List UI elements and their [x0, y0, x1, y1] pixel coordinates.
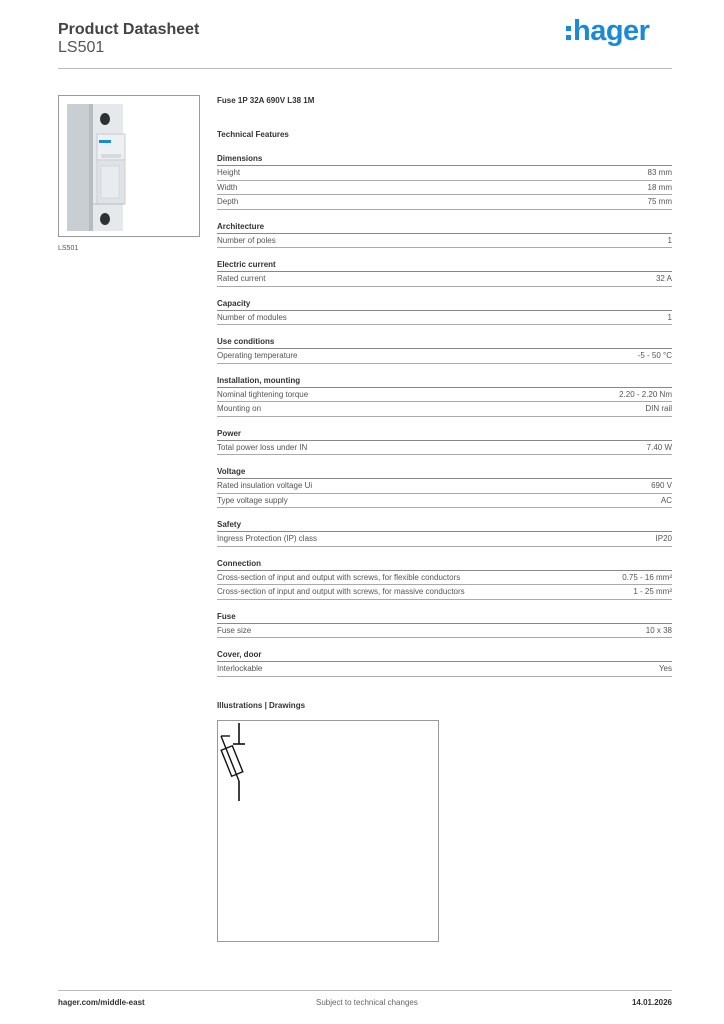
spec-value: 18 mm	[647, 182, 672, 192]
section-heading: Dimensions	[217, 154, 672, 166]
footer-divider	[58, 990, 672, 991]
section-heading: Connection	[217, 559, 672, 571]
spec-label: Depth	[217, 197, 239, 206]
product-image-caption: LS501	[58, 245, 79, 252]
section-heading: Fuse	[217, 612, 672, 624]
spec-label: Ingress Protection (IP) class	[217, 534, 318, 543]
spec-row	[217, 662, 672, 677]
section-heading: Safety	[217, 520, 672, 532]
section-heading: Power	[217, 429, 672, 441]
spec-section	[217, 650, 672, 677]
fuse-holder-image	[59, 96, 199, 236]
spec-row	[217, 494, 672, 509]
spec-section	[217, 376, 672, 417]
technical-features-title: Technical Features	[217, 130, 289, 139]
spec-value: 2.20 - 2.20 Nm	[619, 389, 672, 399]
spec-row	[217, 532, 672, 547]
spec-content	[217, 96, 672, 677]
illustrations-title: Illustrations | Drawings	[217, 701, 306, 710]
footer-website-link[interactable]: hager.com/middle-east	[58, 998, 145, 1007]
spec-label: Height	[217, 168, 241, 177]
spec-label: Rated current	[217, 274, 266, 283]
spec-label: Rated insulation voltage Ui	[217, 481, 313, 490]
spec-row	[217, 388, 672, 403]
spec-value: 10 x 38	[645, 625, 672, 635]
product-image	[58, 95, 200, 237]
spec-section	[217, 260, 672, 287]
spec-value: 690 V	[651, 481, 672, 490]
spec-value: 0.75 - 16 mm²	[622, 572, 672, 582]
section-heading: Voltage	[217, 467, 672, 479]
spec-row	[217, 585, 672, 600]
spec-value: Yes	[658, 664, 672, 673]
page-title: Product Datasheet	[58, 21, 200, 38]
spec-row	[217, 349, 672, 364]
spec-label: Interlockable	[217, 664, 263, 673]
spec-section	[217, 337, 672, 364]
spec-value: 7.40 W	[646, 442, 672, 452]
section-heading: Electric current	[217, 260, 672, 272]
spec-section	[217, 222, 672, 249]
spec-row	[217, 571, 672, 586]
spec-value: 1	[667, 312, 672, 322]
hager-logo	[566, 14, 649, 48]
spec-sections	[217, 154, 672, 677]
spec-section	[217, 429, 672, 456]
drawing-frame	[217, 720, 439, 942]
section-heading: Installation, mounting	[217, 376, 672, 388]
spec-row	[217, 234, 672, 249]
spec-row	[217, 272, 672, 287]
spec-value: 32 A	[655, 274, 672, 283]
spec-value: 83 mm	[647, 168, 672, 177]
spec-label: Width	[217, 182, 238, 192]
spec-label: Cross-section of input and output with screws, for massive conductors	[217, 587, 465, 596]
section-heading: Capacity	[217, 299, 672, 311]
spec-row	[217, 311, 672, 326]
section-heading: Architecture	[217, 222, 672, 234]
spec-label: Operating temperature	[217, 351, 298, 360]
logo-text: hager	[573, 14, 650, 47]
section-heading: Use conditions	[217, 337, 672, 349]
spec-label: Nominal tightening torque	[217, 389, 309, 399]
spec-value: IP20	[655, 534, 672, 543]
spec-value: DIN rail	[645, 404, 672, 413]
spec-row	[217, 181, 672, 196]
header-divider	[58, 68, 672, 69]
spec-value: -5 - 50 °C	[637, 351, 672, 360]
spec-row	[217, 402, 672, 417]
spec-label: Cross-section of input and output with screws, for flexible conductors	[217, 572, 461, 582]
spec-label: Number of poles	[217, 235, 276, 245]
logo-dots-icon	[566, 26, 571, 40]
spec-label: Total power loss under IN	[217, 442, 308, 452]
spec-row	[217, 441, 672, 456]
footer-note: Subject to technical changes	[316, 998, 418, 1007]
spec-row	[217, 166, 672, 181]
spec-section	[217, 520, 672, 547]
spec-section	[217, 467, 672, 508]
spec-value: 1	[667, 235, 672, 245]
spec-label: Number of modules	[217, 312, 287, 322]
spec-section	[217, 559, 672, 600]
spec-value: AC	[660, 495, 672, 505]
spec-section	[217, 612, 672, 639]
spec-row	[217, 479, 672, 494]
spec-value: 75 mm	[647, 197, 672, 206]
spec-row	[217, 195, 672, 210]
spec-section	[217, 154, 672, 210]
spec-label: Fuse size	[217, 625, 252, 635]
product-name: Fuse 1P 32A 690V L38 1M	[217, 96, 315, 105]
section-heading: Cover, door	[217, 650, 672, 662]
spec-section	[217, 299, 672, 326]
spec-label: Mounting on	[217, 404, 262, 413]
spec-value: 1 - 25 mm²	[633, 587, 672, 596]
fuse-symbol-drawing	[218, 721, 438, 941]
spec-row	[217, 624, 672, 639]
footer-date: 14.01.2026	[631, 998, 672, 1007]
page-subtitle: LS501	[58, 39, 105, 56]
spec-label: Type voltage supply	[217, 495, 288, 505]
